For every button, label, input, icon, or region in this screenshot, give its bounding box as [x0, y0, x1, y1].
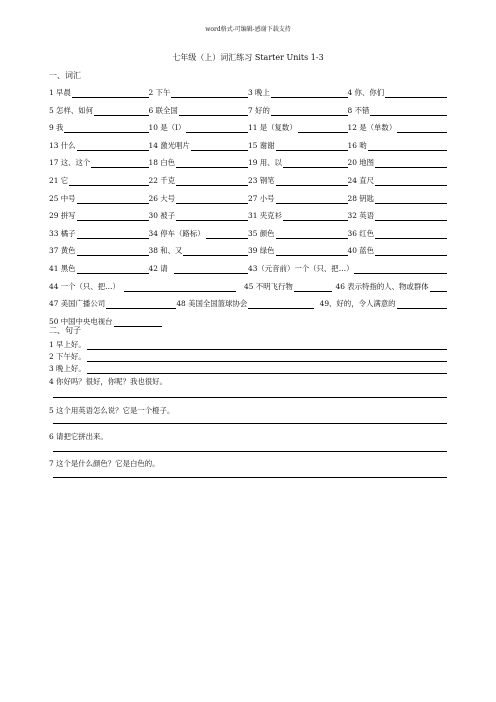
answer-blank[interactable]	[77, 246, 149, 256]
sentence-row	[49, 338, 447, 350]
vocab-prompt: 11 是（复数）	[248, 123, 297, 133]
answer-blank[interactable]	[87, 365, 447, 374]
answer-blank[interactable]	[276, 229, 348, 239]
sentence-prompt: 6 请把它拼出来。	[49, 432, 108, 441]
vocab-prompt: 17 这、这个	[49, 158, 91, 168]
answer-blank[interactable]	[179, 106, 248, 116]
sentence-prompt: 7 这个是什么颜色？它是白色的。	[49, 459, 160, 468]
vocab-row	[49, 141, 447, 159]
answer-blank[interactable]	[271, 106, 348, 116]
answer-blank[interactable]	[276, 194, 348, 204]
answer-blank[interactable]	[64, 123, 148, 133]
sentence-prompt: 5 这个用英语怎么说？它是一个橙子。	[49, 406, 175, 415]
answer-blank[interactable]	[124, 282, 236, 292]
vocab-prompt: 47 美国广播公司	[49, 299, 106, 309]
answer-blank[interactable]	[276, 246, 348, 256]
vocab-prompt: 42 请	[148, 263, 168, 273]
answer-blank[interactable]	[191, 141, 248, 151]
answer-blank[interactable]	[375, 194, 447, 204]
answer-blank[interactable]	[77, 264, 149, 274]
vocab-prompt: 4 你、你们	[347, 88, 385, 97]
vocab-prompt: 50 中国中央电视台	[49, 316, 113, 326]
vocab-row	[49, 194, 447, 212]
vocab-row	[49, 299, 447, 317]
answer-blank[interactable]	[271, 88, 348, 98]
vocab-prompt: 21 它	[49, 175, 69, 185]
vocab-prompt: 44 一个（只、把…）	[49, 281, 120, 291]
vocab-prompt: 30 被子	[148, 211, 176, 221]
answer-blank[interactable]	[375, 211, 447, 221]
sentence-prompt: 3 晚上好。	[49, 364, 86, 373]
page-title: 七年级（上）词汇练习 Starter Units 1-3	[172, 53, 324, 62]
vocab-prompt: 45 不明飞行物	[244, 281, 293, 291]
document-banner: word格式-可编辑-感谢下载支持	[205, 26, 291, 33]
answer-blank[interactable]	[72, 88, 149, 98]
vocab-prompt: 36 红色	[347, 228, 375, 238]
answer-blank[interactable]	[283, 158, 348, 168]
answer-blank[interactable]	[298, 123, 348, 133]
vocab-prompt: 34 停车（路标）	[148, 228, 205, 238]
sentence-list	[49, 338, 447, 374]
answer-blank[interactable]	[248, 299, 313, 309]
answer-blank[interactable]	[77, 141, 149, 151]
answer-blank[interactable]	[186, 123, 248, 133]
answer-blank[interactable]	[77, 194, 149, 204]
vocab-row	[49, 176, 447, 194]
vocab-row	[49, 264, 447, 282]
answer-blank[interactable]	[176, 158, 248, 168]
answer-blank[interactable]	[87, 341, 447, 350]
vocab-prompt: 33 橘子	[49, 228, 76, 238]
answer-blank[interactable]	[385, 88, 447, 98]
vocab-prompt: 37 黄色	[49, 246, 76, 256]
answer-blank[interactable]	[370, 106, 447, 116]
answer-blank[interactable]	[91, 158, 148, 168]
section-heading-vocabulary: 一、词汇	[49, 71, 81, 80]
vocab-prompt: 16 哟	[347, 140, 367, 150]
answer-blank[interactable]	[375, 158, 447, 168]
vocab-prompt: 26 大号	[148, 193, 176, 203]
vocab-prompt: 7 好的	[248, 105, 270, 115]
vocab-prompt: 9 我	[49, 123, 64, 133]
answer-blank[interactable]	[375, 246, 447, 256]
vocab-row	[49, 88, 447, 106]
vocab-prompt: 32 英语	[347, 211, 375, 221]
answer-blank[interactable]	[77, 211, 149, 221]
vocab-prompt: 29 拼写	[49, 211, 76, 221]
vocab-prompt: 35 颜色	[248, 228, 275, 238]
vocab-row	[49, 317, 447, 335]
vocab-prompt: 38 和、又	[148, 246, 183, 256]
vocab-prompt: 24 直尺	[347, 175, 375, 185]
vocab-prompt: 6 联全国	[148, 105, 178, 115]
answer-line[interactable]	[53, 397, 447, 398]
answer-blank[interactable]	[176, 194, 248, 204]
vocab-prompt: 25 中号	[49, 193, 76, 203]
vocab-prompt: 19 用、以	[248, 158, 282, 168]
section-heading-sentences: 二、句子	[49, 326, 81, 335]
answer-blank[interactable]	[171, 88, 248, 98]
answer-blank[interactable]	[87, 353, 447, 362]
vocab-row	[49, 158, 447, 176]
vocab-prompt: 2 下午	[148, 88, 171, 97]
answer-blank[interactable]	[397, 299, 447, 309]
vocab-prompt: 27 小号	[248, 193, 275, 203]
sentence-row	[49, 350, 447, 362]
vocab-row	[49, 229, 447, 247]
vocab-row	[49, 282, 447, 300]
vocab-prompt: 46 表示特指的人、物或群体	[335, 281, 429, 291]
vocab-prompt: 12 是（单数）	[347, 123, 397, 133]
answer-blank[interactable]	[283, 211, 348, 221]
answer-line[interactable]	[53, 423, 447, 424]
vocab-prompt: 1 早晨	[49, 88, 71, 97]
vocabulary-list	[49, 88, 447, 334]
answer-blank[interactable]	[176, 211, 248, 221]
sentence-row	[49, 362, 447, 374]
vocab-prompt: 13 什么	[49, 140, 76, 150]
vocab-prompt: 40 蓝色	[347, 246, 375, 256]
answer-blank[interactable]	[430, 282, 447, 292]
vocab-row	[49, 123, 447, 141]
vocab-prompt: 48 美国全国篮球协会	[176, 299, 248, 309]
answer-blank[interactable]	[276, 176, 348, 186]
vocab-prompt: 15 谢谢	[248, 140, 275, 150]
sentence-prompt: 4 你好吗？很好，你呢？我也很好。	[49, 377, 167, 386]
vocab-prompt: 23 钢笔	[248, 175, 275, 185]
answer-blank[interactable]	[375, 176, 447, 186]
answer-blank[interactable]	[183, 246, 248, 256]
vocab-prompt: 14 激光唱片	[148, 140, 190, 150]
vocab-prompt: 41 黑色	[49, 263, 76, 273]
answer-blank[interactable]	[206, 229, 248, 239]
vocab-prompt: 3 晚上	[248, 88, 270, 97]
vocab-prompt: 31 夹克衫	[248, 211, 282, 221]
vocab-row	[49, 246, 447, 264]
vocab-prompt: 22 千克	[148, 175, 176, 185]
vocab-prompt: 28 钥匙	[347, 193, 375, 203]
vocab-prompt: 5 怎样、如何	[49, 105, 94, 115]
answer-blank[interactable]	[176, 176, 248, 186]
vocab-prompt: 8 不错	[347, 105, 370, 115]
answer-blank[interactable]	[354, 264, 447, 274]
sentence-prompt: 1 早上好。	[49, 340, 86, 349]
answer-blank[interactable]	[94, 106, 148, 116]
answer-line[interactable]	[53, 477, 447, 478]
vocab-row	[49, 106, 447, 124]
answer-blank[interactable]	[294, 282, 332, 292]
vocab-prompt: 43（元音前）一个（只、把…）	[248, 263, 354, 273]
vocab-prompt: 18 白色	[148, 158, 176, 168]
answer-blank[interactable]	[368, 141, 447, 151]
answer-blank[interactable]	[276, 141, 348, 151]
answer-blank[interactable]	[114, 317, 162, 327]
answer-blank[interactable]	[174, 264, 248, 274]
answer-line[interactable]	[53, 451, 447, 452]
vocab-prompt: 10 是（I）	[148, 123, 186, 133]
answer-blank[interactable]	[106, 299, 176, 309]
vocab-row	[49, 211, 447, 229]
vocab-prompt: 39 绿色	[248, 246, 275, 256]
answer-blank[interactable]	[397, 123, 447, 133]
sentence-prompt: 2 下午好。	[49, 352, 86, 361]
answer-blank[interactable]	[77, 229, 149, 239]
vocab-prompt: 20 地图	[347, 158, 375, 168]
answer-blank[interactable]	[69, 176, 148, 186]
answer-blank[interactable]	[375, 229, 447, 239]
vocab-prompt: 49、好的，令人满意的	[319, 299, 396, 309]
